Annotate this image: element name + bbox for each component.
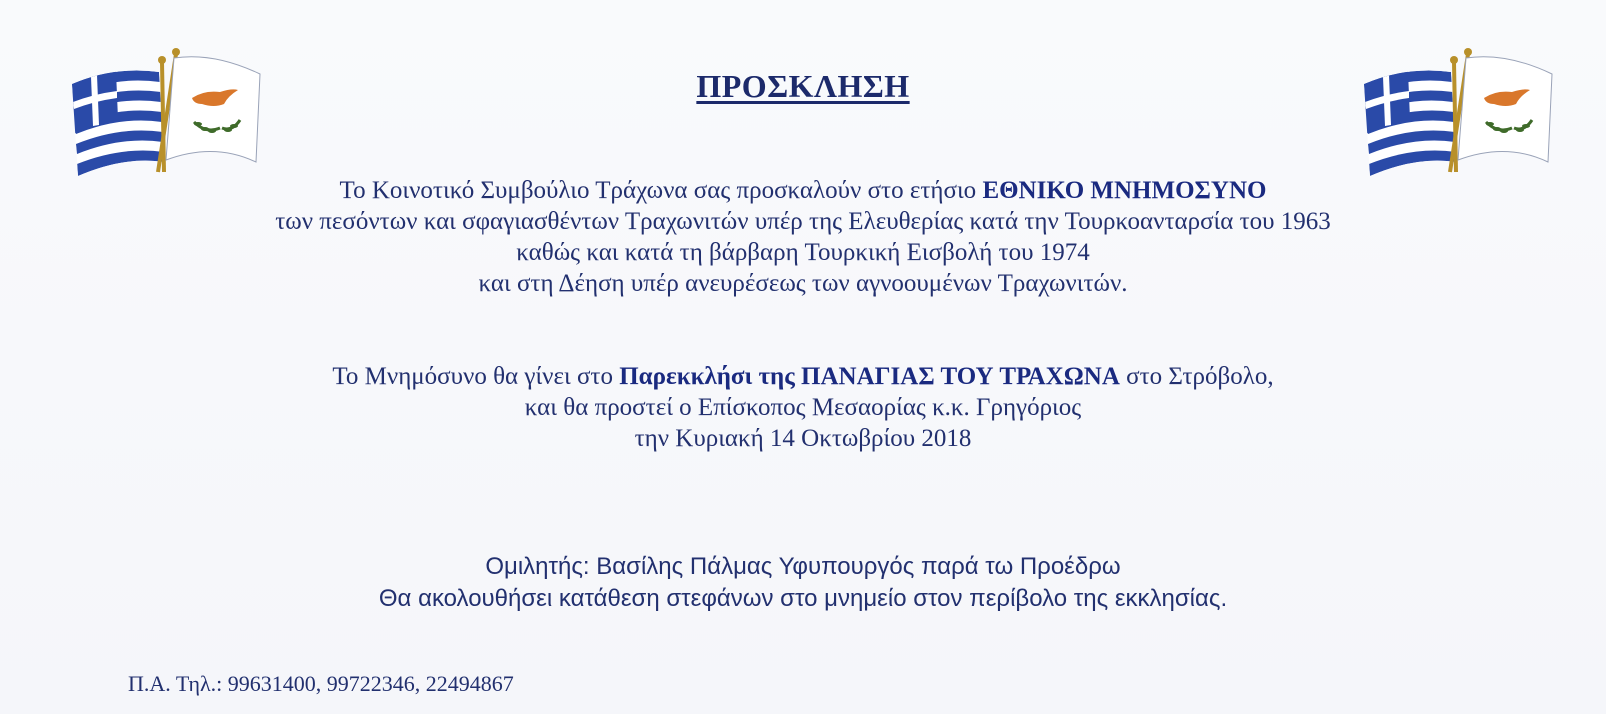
venue-name: Παρεκκλήσι της ΠΑΝΑΓΙΑΣ ΤΟΥ ΤΡΑΧΩΝΑ xyxy=(619,363,1120,390)
announcement-line-4: και στη Δέηση υπέρ ανευρέσεως των αγνοουμένων Τραχωνιτών. xyxy=(478,270,1128,297)
announcement-line-1 xyxy=(0,175,1606,206)
speaker-details xyxy=(0,551,1606,615)
contact-phones: Π.Α. Τηλ.: 99631400, 99722346, 22494867 xyxy=(128,671,514,696)
venue-line-2: και θα προστεί ο Επίσκοπος Μεσαορίας κ.κ. Γρηγόριος xyxy=(524,394,1082,421)
event-date: την Κυριακή 14 Οκτωβρίου 2018 xyxy=(634,425,972,452)
memorial-name: ΕΘΝΙΚΟ ΜΝΗΜΟΣΥΝΟ xyxy=(982,177,1267,204)
venue-location: στο Στρόβολο, xyxy=(1119,363,1274,390)
venue-details xyxy=(0,361,1606,454)
wreath-laying-line: Θα ακολουθήσει κατάθεση στεφάνων στο μνημείο στον περίβολο της εκκλησίας. xyxy=(378,585,1228,612)
announcement-line-3: καθώς και κατά τη βάρβαρη Τουρκική Εισβολή του 1974 xyxy=(516,239,1090,266)
announcement-text: Το Κοινοτικό Συμβούλιο Τράχωνα σας προσκαλούν στο ετήσιο xyxy=(339,177,983,204)
announcement-line-2: των πεσόντων και σφαγιασθέντων Τραχωνιτών υπέρ της Ελευθερίας κατά την Τουρκοανταρσία του 1963 xyxy=(275,208,1331,235)
greek-cypriot-flags-icon xyxy=(1356,44,1556,184)
greek-cypriot-flags-icon xyxy=(64,44,264,184)
speaker-line: Ομιλητής: Βασίλης Πάλμας Υφυπουργός παρά τω Προέδρω xyxy=(485,553,1121,580)
invitation-title: ΠΡΟΣΚΛΗΣΗ xyxy=(696,68,910,104)
venue-line-1 xyxy=(0,361,1606,392)
venue-text: Το Μνημόσυνο θα γίνει στο xyxy=(332,363,620,390)
memorial-announcement xyxy=(0,175,1606,299)
